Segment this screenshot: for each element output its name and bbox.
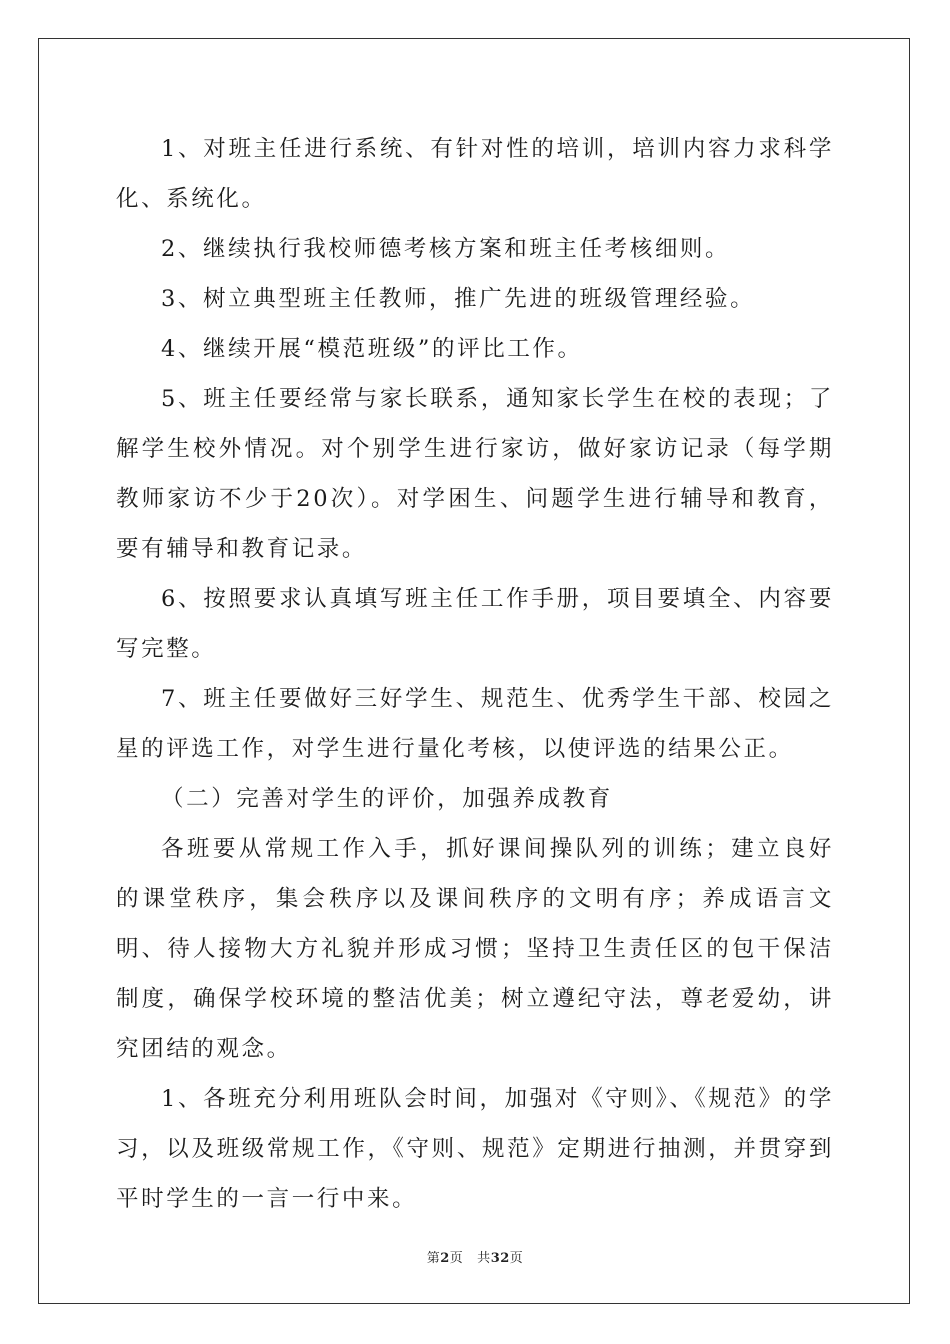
paragraph-2: 2、继续执行我校师德考核方案和班主任考核细则。	[161, 236, 731, 262]
section-heading: （二）完善对学生的评价，加强养成教育	[161, 786, 613, 812]
page-footer	[0, 1247, 950, 1266]
paragraph-3: 3、树立典型班主任教师，推广先进的班级管理经验。	[161, 286, 756, 312]
page-prefix: 第	[426, 1251, 441, 1266]
paragraph-6: 6、按照要求认真填写班主任工作手册，项目要填全、内容要写完整。	[116, 586, 834, 662]
total-prefix: 共	[477, 1251, 491, 1266]
paragraph-1: 1、对班主任进行系统、有针对性的培训，培训内容力求科学化、系统化。	[116, 136, 834, 212]
paragraph-4: 4、继续开展“模范班级”的评比工作。	[161, 336, 583, 362]
paragraph-9: 1、各班充分利用班队会时间，加强对《守则》、《规范》的学习，以及班级常规工作，《守则、规范》定期进行抽测，并贯穿到平时学生的一言一行中来。	[116, 1086, 834, 1212]
document-body	[116, 124, 834, 1224]
paragraph-7: 7、班主任要做好三好学生、规范生、优秀学生干部、校园之星的评选工作，对学生进行量化考核，以使评选的结果公正。	[116, 686, 834, 762]
total-pages: 32	[490, 1251, 510, 1266]
paragraph-8: 各班要从常规工作入手，抓好课间操队列的训练；建立良好的课堂秩序，集会秩序以及课间秩序的文明有序；养成语言文明、待人接物大方礼貌并形成习惯；坚持卫生责任区的包干保洁制度，确保学校环境的整洁优美；树立遵纪守法，尊老爱幼，讲究团结的观念。	[116, 836, 834, 1062]
page-suffix: 页	[449, 1251, 464, 1266]
paragraph-5: 5、班主任要经常与家长联系，通知家长学生在校的表现；了解学生校外情况。对个别学生进行家访，做好家访记录（每学期教师家访不少于20次）。对学困生、问题学生进行辅导和教育，要有辅导和教育记录。	[116, 386, 834, 562]
page-number: 2	[440, 1251, 450, 1266]
total-suffix: 页	[509, 1251, 524, 1266]
